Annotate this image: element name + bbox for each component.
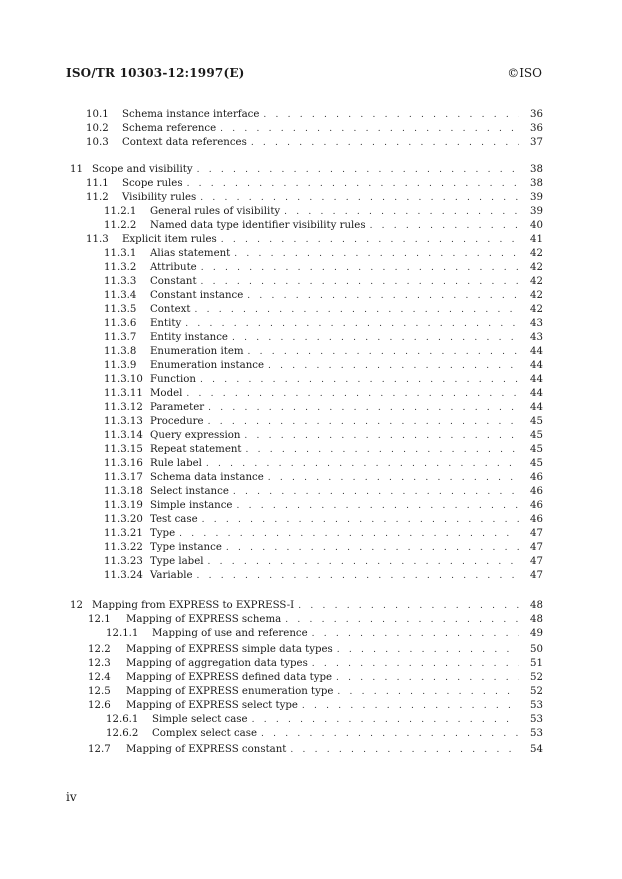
- toc-entry-title: Mapping of EXPRESS simple data types: [126, 644, 333, 655]
- toc-entry-number: 11.3.17: [104, 472, 143, 483]
- toc-entry[interactable]: [104, 275, 543, 289]
- toc-leader-dots: [226, 541, 519, 555]
- toc-leader-dots: [244, 429, 519, 443]
- toc-entry[interactable]: [104, 373, 543, 387]
- toc-entry-page: 42: [530, 276, 543, 287]
- toc-entry-number: 12.7: [88, 744, 111, 755]
- toc-entry-title: Test case: [150, 514, 198, 525]
- toc-entry-page: 46: [530, 486, 543, 497]
- toc-entry-number: 11.3.10: [104, 374, 143, 385]
- toc-entry-number: 11.3.8: [104, 346, 137, 357]
- toc-leader-dots: [284, 205, 519, 219]
- toc-entry-number: 12.6.2: [106, 728, 139, 739]
- toc-entry-number: 12.2: [88, 644, 111, 655]
- toc-entry-number: 11.3.24: [104, 570, 143, 581]
- toc-entry[interactable]: [104, 527, 543, 541]
- toc-entry-page: 52: [530, 686, 543, 697]
- toc-leader-dots: [248, 345, 519, 359]
- toc-entry[interactable]: [104, 205, 543, 219]
- toc-entry-page: 44: [530, 346, 543, 357]
- toc-leader-dots: [179, 527, 519, 541]
- toc-entry-title: Variable: [150, 570, 193, 581]
- toc-entry-title: Context: [150, 304, 191, 315]
- toc-entry[interactable]: [70, 163, 543, 177]
- toc-entry-title: Scope rules: [122, 178, 183, 189]
- toc-entry[interactable]: [106, 627, 543, 641]
- toc-entry-number: 11.3.3: [104, 276, 137, 287]
- toc-entry-page: 42: [530, 262, 543, 273]
- toc-entry-page: 46: [530, 514, 543, 525]
- toc-entry-title: Alias statement: [150, 248, 231, 259]
- toc-entry-number: 11.3.11: [104, 388, 143, 399]
- toc-entry[interactable]: [86, 233, 543, 247]
- toc-entry[interactable]: [104, 387, 543, 401]
- toc-entry-number: 12.5: [88, 686, 111, 697]
- toc-leader-dots: [197, 569, 519, 583]
- toc-entry-title: Mapping from EXPRESS to EXPRESS-I: [92, 600, 295, 611]
- toc-entry-number: 11.3.22: [104, 542, 143, 553]
- toc-entry-title: Context data references: [122, 137, 247, 148]
- toc-entry-number: 11.2.1: [104, 206, 137, 217]
- toc-entry-number: 11.3.16: [104, 458, 143, 469]
- toc-entry-title: Simple instance: [150, 500, 233, 511]
- toc-entry-title: Enumeration item: [150, 346, 244, 357]
- toc-entry-number: 11.3.14: [104, 430, 143, 441]
- toc-entry-page: 43: [530, 332, 543, 343]
- toc-leader-dots: [206, 457, 519, 471]
- toc-leader-dots: [312, 657, 519, 671]
- toc-entry-number: 11.3.2: [104, 262, 137, 273]
- toc-entry[interactable]: [88, 699, 543, 713]
- toc-entry-number: 12.6.1: [106, 714, 139, 725]
- toc-leader-dots: [251, 136, 519, 150]
- toc-entry-page: 48: [530, 600, 543, 611]
- page-number: iv: [66, 790, 77, 804]
- toc-entry-page: 50: [530, 644, 543, 655]
- toc-entry-number: 12.3: [88, 658, 111, 669]
- copyright-mark: ©ISO: [507, 66, 542, 80]
- toc-entry[interactable]: [104, 541, 543, 555]
- toc-entry[interactable]: [104, 401, 543, 415]
- toc-leader-dots: [236, 499, 519, 513]
- toc-entry[interactable]: [88, 685, 543, 699]
- toc-entry-title: Schema instance interface: [122, 109, 260, 120]
- toc-entry-page: 47: [530, 556, 543, 567]
- toc-leader-dots: [290, 743, 519, 757]
- toc-entry-number: 10.1: [86, 109, 109, 120]
- toc-entry-title: Simple select case: [152, 714, 248, 725]
- toc-entry-number: 11.3.23: [104, 556, 143, 567]
- toc-entry-title: Entity instance: [150, 332, 228, 343]
- toc-entry-title: Mapping of use and reference: [152, 628, 308, 639]
- toc-entry-page: 45: [530, 416, 543, 427]
- toc-entry-title: General rules of visibility: [150, 206, 281, 217]
- toc-leader-dots: [312, 627, 519, 641]
- toc-leader-dots: [207, 555, 519, 569]
- toc-leader-dots: [298, 599, 519, 613]
- toc-entry-page: 52: [530, 672, 543, 683]
- toc-entry[interactable]: [86, 108, 543, 122]
- toc-leader-dots: [185, 317, 519, 331]
- toc-entry-number: 11.3.13: [104, 416, 143, 427]
- toc-entry-number: 11.3.18: [104, 486, 143, 497]
- toc-leader-dots: [233, 485, 519, 499]
- toc-entry-page: 47: [530, 542, 543, 553]
- toc-entry-page: 36: [530, 123, 543, 134]
- toc-entry-number: 11.3.19: [104, 500, 143, 511]
- toc-entry-page: 44: [530, 402, 543, 413]
- toc-entry[interactable]: [86, 122, 543, 136]
- toc-entry-page: 53: [530, 728, 543, 739]
- toc-entry[interactable]: [104, 303, 543, 317]
- toc-entry-page: 45: [530, 444, 543, 455]
- toc-entry-number: 12.6: [88, 700, 111, 711]
- toc-entry[interactable]: [88, 613, 543, 627]
- toc-entry-number: 11.2: [86, 192, 109, 203]
- toc-leader-dots: [208, 401, 519, 415]
- toc-entry[interactable]: [104, 429, 543, 443]
- toc-entry-number: 11.3.20: [104, 514, 143, 525]
- toc-entry-number: 11.1: [86, 178, 109, 189]
- toc-leader-dots: [201, 261, 519, 275]
- toc-entry-title: Model: [150, 388, 183, 399]
- toc-entry-number: 12.4: [88, 672, 111, 683]
- toc-leader-dots: [261, 727, 519, 741]
- toc-entry-page: 37: [530, 137, 543, 148]
- toc-leader-dots: [285, 613, 519, 627]
- toc-entry[interactable]: [86, 191, 543, 205]
- toc-entry-page: 44: [530, 360, 543, 371]
- toc-entry-title: Mapping of EXPRESS enumeration type: [126, 686, 334, 697]
- toc-entry[interactable]: [104, 247, 543, 261]
- toc-entry-title: Enumeration instance: [150, 360, 264, 371]
- toc-entry-page: 51: [530, 658, 543, 669]
- toc-entry-number: 11.3.12: [104, 402, 143, 413]
- toc-leader-dots: [208, 415, 519, 429]
- document-id: ISO/TR 10303-12:1997(E): [66, 66, 245, 80]
- toc-entry-title: Select instance: [150, 486, 229, 497]
- toc-leader-dots: [268, 359, 519, 373]
- toc-entry-number: 11.3.7: [104, 332, 137, 343]
- toc-entry-title: Attribute: [150, 262, 197, 273]
- toc-entry-title: Mapping of EXPRESS select type: [126, 700, 298, 711]
- toc-entry-title: Rule label: [150, 458, 202, 469]
- toc-entry-title: Parameter: [150, 402, 205, 413]
- toc-entry-number: 11.3.5: [104, 304, 137, 315]
- toc-entry-title: Complex select case: [152, 728, 257, 739]
- toc-entry-page: 46: [530, 472, 543, 483]
- toc-entry-page: 39: [530, 192, 543, 203]
- toc-entry-title: Constant: [150, 276, 197, 287]
- toc-entry[interactable]: [106, 727, 543, 741]
- toc-entry-title: Mapping of EXPRESS defined data type: [126, 672, 333, 683]
- toc-entry[interactable]: [104, 555, 543, 569]
- toc-entry-page: 44: [530, 388, 543, 399]
- toc-entry-title: Constant instance: [150, 290, 244, 301]
- toc-leader-dots: [221, 233, 519, 247]
- toc-entry-number: 11: [70, 164, 83, 175]
- toc-entry[interactable]: [86, 177, 543, 191]
- toc-entry-page: 41: [530, 234, 543, 245]
- toc-entry[interactable]: [70, 599, 543, 613]
- toc-entry[interactable]: [106, 713, 543, 727]
- toc-leader-dots: [194, 303, 519, 317]
- toc-entry-page: 42: [530, 248, 543, 259]
- toc-entry-page: 48: [530, 614, 543, 625]
- toc-entry-number: 11.3.21: [104, 528, 143, 539]
- toc-entry-page: 46: [530, 500, 543, 511]
- toc-entry[interactable]: [104, 513, 543, 527]
- toc-entry[interactable]: [104, 219, 543, 233]
- toc-leader-dots: [187, 177, 519, 191]
- toc-entry[interactable]: [86, 136, 543, 150]
- toc-entry-number: 12.1.1: [106, 628, 139, 639]
- toc-entry-page: 38: [530, 164, 543, 175]
- toc-entry-page: 45: [530, 458, 543, 469]
- toc-entry-page: 40: [530, 220, 543, 231]
- toc-entry[interactable]: [104, 331, 543, 345]
- toc-entry-page: 42: [530, 290, 543, 301]
- toc-entry-page: 49: [530, 628, 543, 639]
- toc-entry[interactable]: [104, 317, 543, 331]
- toc-leader-dots: [263, 108, 519, 122]
- toc-entry-title: Type instance: [150, 542, 222, 553]
- toc-entry[interactable]: [104, 485, 543, 499]
- toc-entry[interactable]: [104, 443, 543, 457]
- toc-leader-dots: [234, 247, 519, 261]
- toc-entry[interactable]: [88, 671, 543, 685]
- toc-entry[interactable]: [104, 457, 543, 471]
- toc-entry-page: 47: [530, 528, 543, 539]
- toc-leader-dots: [370, 219, 519, 233]
- toc-leader-dots: [232, 331, 519, 345]
- toc-leader-dots: [337, 643, 519, 657]
- toc-leader-dots: [186, 387, 519, 401]
- toc-entry[interactable]: [88, 643, 543, 657]
- toc-entry-title: Scope and visibility: [92, 164, 193, 175]
- toc-entry-page: 47: [530, 570, 543, 581]
- toc-entry-title: Mapping of EXPRESS schema: [126, 614, 282, 625]
- toc-entry[interactable]: [104, 415, 543, 429]
- toc-entry-page: 45: [530, 430, 543, 441]
- toc-leader-dots: [246, 443, 519, 457]
- toc-entry-page: 36: [530, 109, 543, 120]
- toc-entry-title: Visibility rules: [122, 192, 197, 203]
- toc-leader-dots: [247, 289, 519, 303]
- toc-entry[interactable]: [104, 345, 543, 359]
- toc-entry-number: 11.3.9: [104, 360, 137, 371]
- toc-entry-page: 54: [530, 744, 543, 755]
- toc-entry-number: 12.1: [88, 614, 111, 625]
- toc-leader-dots: [302, 699, 519, 713]
- toc-entry[interactable]: [104, 289, 543, 303]
- toc-entry-title: Type label: [150, 556, 204, 567]
- toc-entry-page: 42: [530, 304, 543, 315]
- toc-entry[interactable]: [88, 743, 543, 757]
- toc-leader-dots: [197, 163, 519, 177]
- toc-entry-number: 10.3: [86, 137, 109, 148]
- toc-entry-page: 38: [530, 178, 543, 189]
- toc-entry-page: 44: [530, 374, 543, 385]
- toc-entry-page: 39: [530, 206, 543, 217]
- toc-entry-title: Named data type identifier visibility rules: [150, 220, 366, 231]
- toc-entry[interactable]: [104, 471, 543, 485]
- toc-leader-dots: [200, 373, 519, 387]
- toc-entry-page: 43: [530, 318, 543, 329]
- toc-entry-number: 12: [70, 600, 83, 611]
- toc-entry[interactable]: [104, 261, 543, 275]
- toc-entry-number: 11.2.2: [104, 220, 137, 231]
- toc-entry-title: Mapping of aggregation data types: [126, 658, 308, 669]
- toc-entry-page: 53: [530, 700, 543, 711]
- toc-leader-dots: [220, 122, 519, 136]
- toc-entry-title: Entity: [150, 318, 182, 329]
- toc-leader-dots: [201, 275, 519, 289]
- toc-entry-number: 11.3.15: [104, 444, 143, 455]
- toc-entry[interactable]: [104, 569, 543, 583]
- toc-entry-number: 11.3.4: [104, 290, 137, 301]
- toc-entry-title: Query expression: [150, 430, 241, 441]
- toc-entry-title: Schema data instance: [150, 472, 264, 483]
- toc-entry-title: Schema reference: [122, 123, 217, 134]
- toc-entry-title: Repeat statement: [150, 444, 242, 455]
- toc-leader-dots: [252, 713, 519, 727]
- toc-leader-dots: [202, 513, 519, 527]
- toc-entry-number: 11.3.6: [104, 318, 137, 329]
- toc-entry-title: Explicit item rules: [122, 234, 217, 245]
- toc-entry-title: Procedure: [150, 416, 204, 427]
- toc-entry-title: Function: [150, 374, 196, 385]
- toc-entry-page: 53: [530, 714, 543, 725]
- toc-entry[interactable]: [104, 359, 543, 373]
- toc-entry[interactable]: [104, 499, 543, 513]
- toc-entry-title: Mapping of EXPRESS constant: [126, 744, 287, 755]
- toc-leader-dots: [268, 471, 519, 485]
- toc-leader-dots: [200, 191, 519, 205]
- toc-entry-number: 10.2: [86, 123, 109, 134]
- toc-leader-dots: [337, 685, 519, 699]
- toc-leader-dots: [336, 671, 519, 685]
- toc-entry-title: Type: [150, 528, 176, 539]
- toc-entry-number: 11.3: [86, 234, 109, 245]
- toc-entry-number: 11.3.1: [104, 248, 137, 259]
- toc-entry[interactable]: [88, 657, 543, 671]
